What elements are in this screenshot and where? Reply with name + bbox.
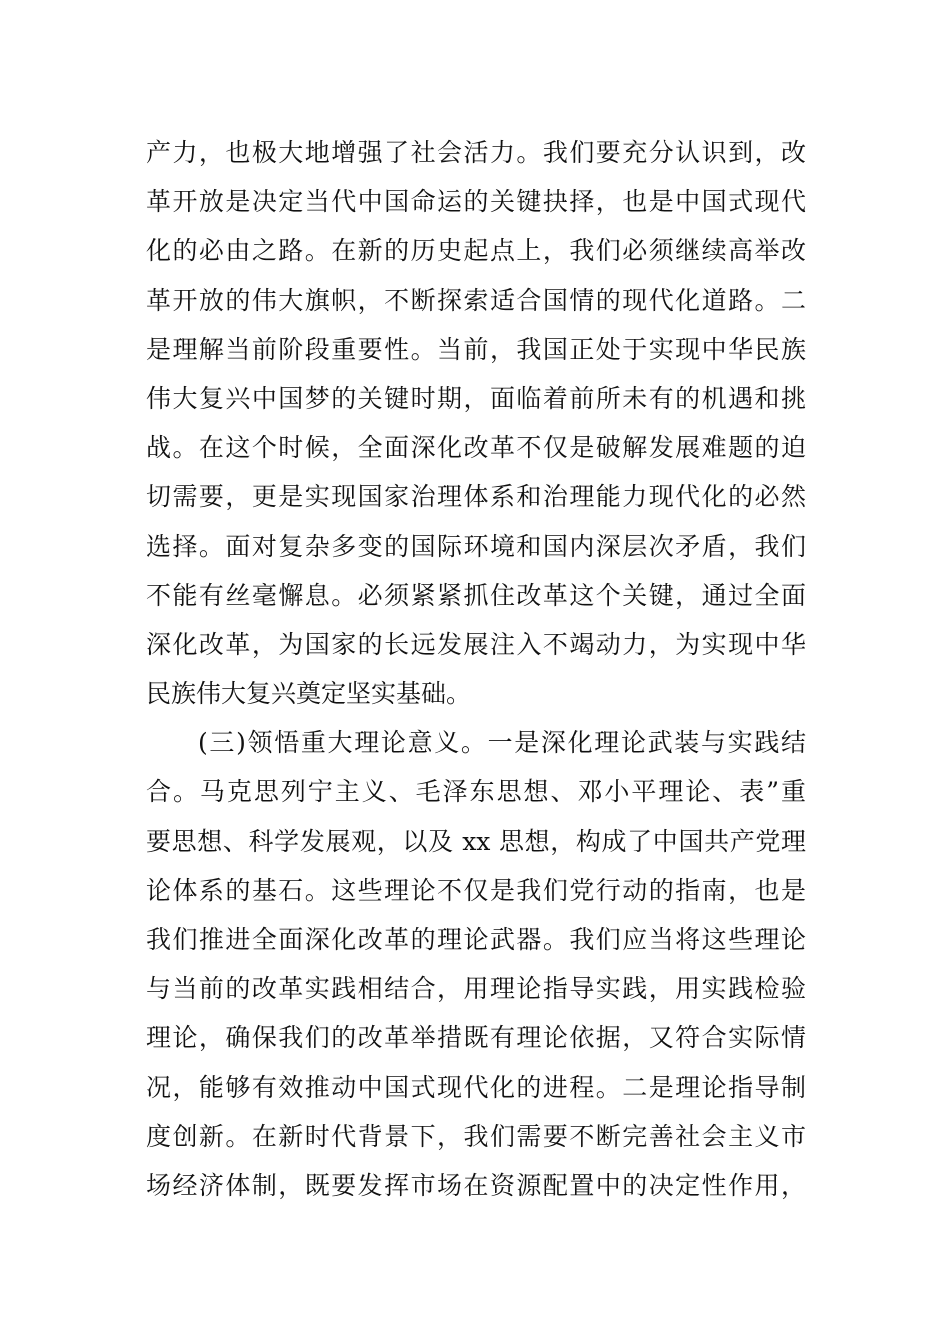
text-line: 深化改革，为国家的长远发展注入不竭动力，为实现中华 — [146, 629, 806, 659]
text-line: 不能有丝毫懈息。必须紧紧抓住改革这个关键，通过全面 — [146, 580, 806, 610]
text-line: 革开放是决定当代中国命运的关键抉择，也是中国式现代 — [146, 187, 806, 217]
text-line: 革开放的伟大旗帜，不断探索适合国情的现代化道路。二 — [146, 285, 806, 315]
text-line: 要思想、科学发展观，以及 xx 思想，构成了中国共产党理 — [146, 826, 806, 856]
text-line: 选择。面对复杂多变的国际环境和国内深层次矛盾，我们 — [146, 531, 806, 561]
text-line: 场经济体制，既要发挥市场在资源配置中的决定性作用， — [146, 1170, 806, 1200]
section-heading-line: (三)领悟重大理论意义。一是深化理论武装与实践结 — [198, 728, 806, 758]
text-line: 与当前的改革实践相结合，用理论指导实践，用实践检验 — [146, 974, 806, 1004]
text-line: 我们推进全面深化改革的理论武器。我们应当将这些理论 — [146, 925, 806, 954]
text-line: 战。在这个时候，全面深化改革不仅是破解发展难题的迫 — [146, 433, 806, 463]
body-text — [146, 128, 806, 1210]
text-line: 产力，也极大地增强了社会活力。我们要充分认识到，改 — [146, 138, 806, 167]
text-line: 度创新。在新时代背景下，我们需要不断完善社会主义市 — [146, 1121, 806, 1151]
text-line: 况，能够有效推动中国式现代化的进程。二是理论指导制 — [146, 1072, 806, 1102]
text-line: 化的必由之路。在新的历史起点上，我们必须继续高举改 — [146, 236, 806, 266]
text-line: 合。马克思列宁主义、毛泽东思想、邓小平理论、表”重 — [146, 777, 806, 807]
text-line: 切需要，更是实现国家治理体系和治理能力现代化的必然 — [146, 482, 806, 512]
text-line: 论体系的基石。这些理论不仅是我们党行动的指南，也是 — [146, 875, 806, 905]
text-line: 伟大复兴中国梦的关键时期，面临着前所未有的机遇和挑 — [146, 383, 806, 413]
text-line: 是理解当前阶段重要性。当前，我国正处于实现中华民族 — [146, 334, 806, 364]
paragraph-end-line: 民族伟大复兴奠定坚实基础。 — [146, 679, 472, 709]
text-line: 理论，确保我们的改革举措既有理论依据，又符合实际情 — [146, 1023, 806, 1053]
